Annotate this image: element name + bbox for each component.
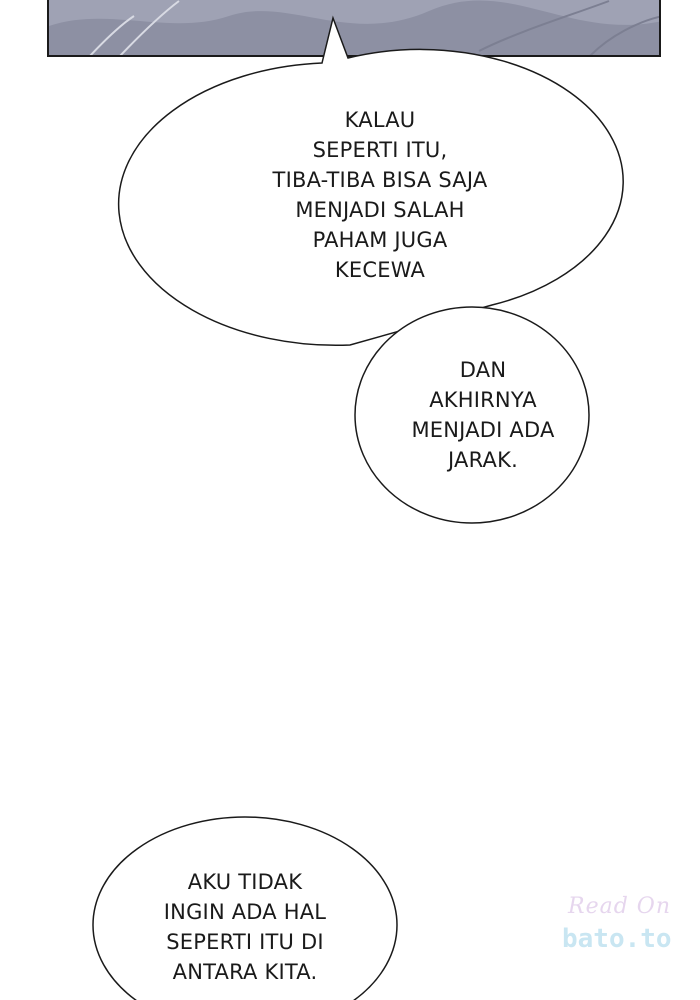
- text-line: DAN: [459, 358, 507, 382]
- text-line: SEPERTI ITU,: [312, 138, 448, 162]
- text-line: AKHIRNYA: [429, 388, 537, 412]
- text-line: INGIN ADA HAL: [163, 900, 327, 924]
- text-line: PAHAM JUGA: [312, 228, 448, 252]
- speech-bubble-1-text: [230, 105, 530, 285]
- text-line: AKU TIDAK: [187, 870, 303, 894]
- watermark-top-text: Read On: [568, 894, 671, 919]
- text-line: JARAK.: [448, 448, 518, 472]
- text-line: TIBA-TIBA BISA SAJA: [272, 168, 488, 192]
- speech-bubble-2-text: [368, 355, 598, 475]
- text-line: MENJADI SALAH: [295, 198, 465, 222]
- text-line: KALAU: [344, 108, 416, 132]
- text-line: MENJADI ADA: [411, 418, 555, 442]
- watermark: [558, 880, 678, 980]
- text-line: SEPERTI ITU DI: [166, 930, 324, 954]
- text-line: KECEWA: [334, 258, 426, 282]
- watermark-bottom-text: bato.to: [562, 924, 672, 954]
- speech-bubble-3-text: [115, 867, 375, 987]
- text-line: ANTARA KITA.: [172, 960, 318, 984]
